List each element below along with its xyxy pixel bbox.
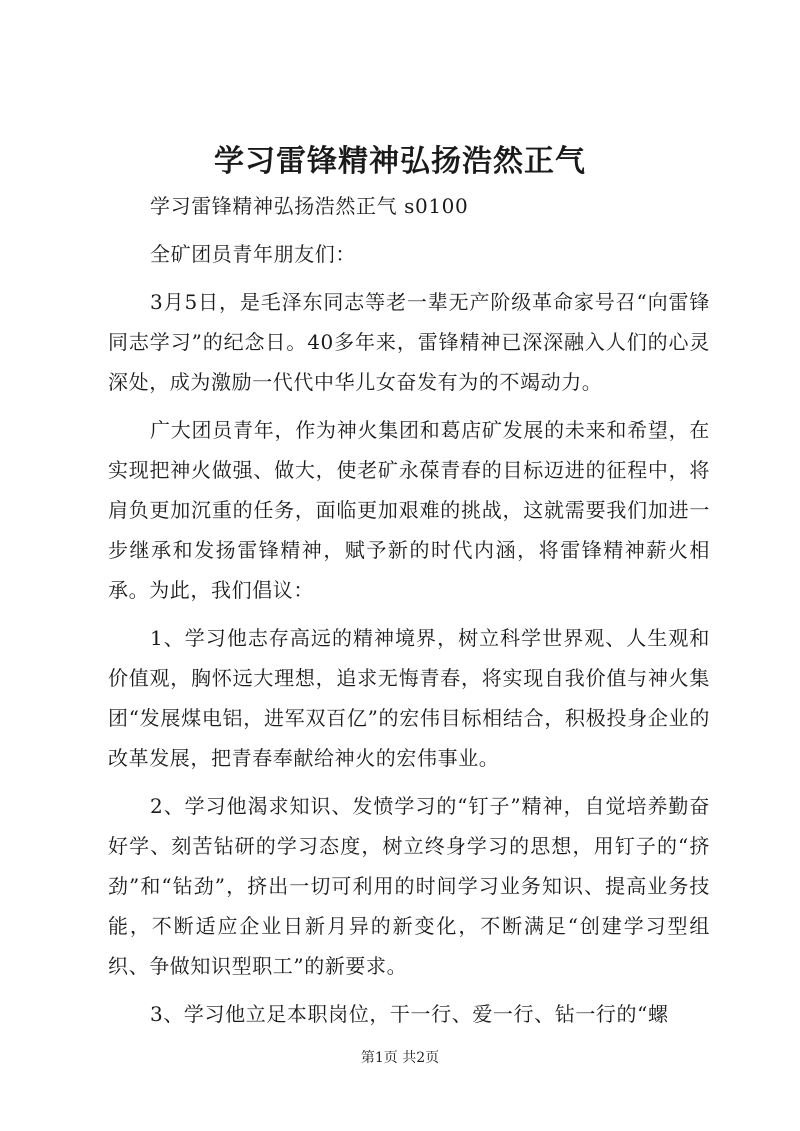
document-body (108, 186, 710, 1042)
document-title: 学习雷锋精神弘扬浩然正气 (214, 144, 586, 179)
paragraph-call: 广大团员青年，作为神火集团和葛店矿发展的未来和希望，在实现把神火做强、做大，使老矿永葆青春的目标迈进的征程中，将肩负更加沉重的任务，面临更加艰难的挑战，这就需要我们加进一步继承和发扬雷锋精神，赋予新的时代内涵，将雷锋精神薪火相承。为此，我们倡议： (108, 418, 710, 602)
paragraph-greeting: 全矿团员青年朋友们： (150, 242, 356, 266)
paragraph-subtitle: 学习雷锋精神弘扬浩然正气 s0100 (150, 194, 469, 218)
paragraph-item-2: 2、学习他渴求知识、发愤学习的“钉子”精神，自觉培养勤奋好学、刻苦钻研的学习态度，树立终身学习的思想，用钉子的“挤劲”和“钻劲”，挤出一切可利用的时间学习业务知识、提高业务技能，不断适应企业日新月异的新变化，不断满足“创建学习型组织、争做知识型职工”的新要求。 (108, 794, 710, 978)
paragraph-item-1: 1、学习他志存高远的精神境界，树立科学世界观、人生观和价值观，胸怀远大理想，追求无悔青春，将实现自我价值与神火集团“发展煤电铝，进军双百亿”的宏伟目标相结合，积极投身企业的改革发展，把青春奉献给神火的宏伟事业。 (108, 626, 710, 770)
paragraph-item-3: 3、学习他立足本职岗位，干一行、爱一行、钻一行的“螺 (150, 1002, 669, 1026)
page-footer: 第1页 共2页 (360, 1050, 440, 1066)
paragraph-intro: 3月5日，是毛泽东同志等老一辈无产阶级革命家号召“向雷锋同志学习”的纪念日。40多年来，雷锋精神已深深融入人们的心灵深处，成为激励一代代中华儿女奋发有为的不竭动力。 (108, 290, 710, 394)
